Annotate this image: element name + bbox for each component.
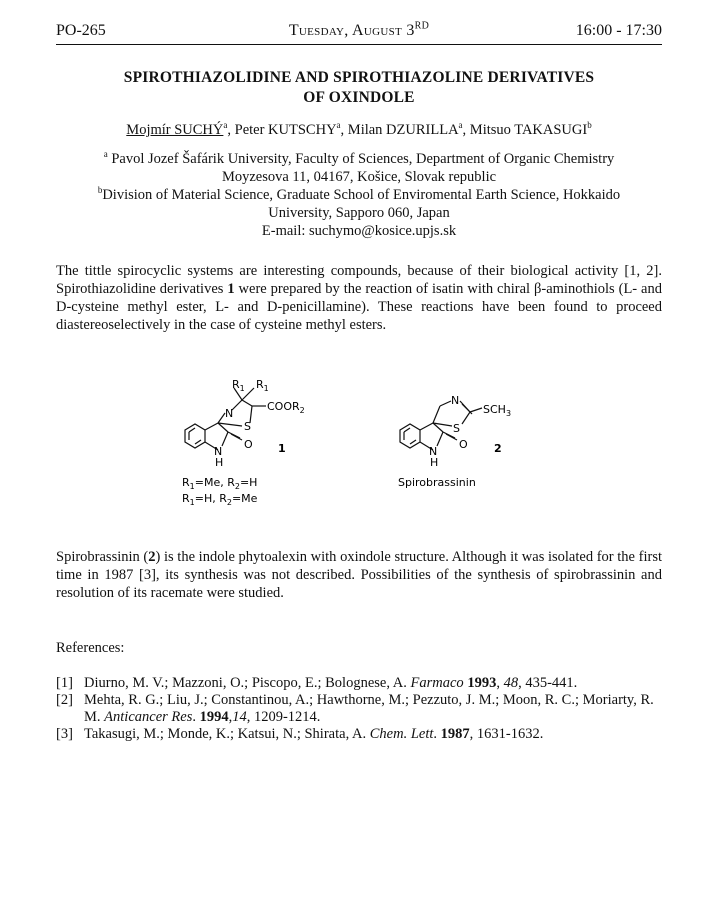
bond xyxy=(218,413,225,423)
reference-authors: Takasugi, M.; Monde, K.; Katsui, N.; Shirata, A. xyxy=(84,726,370,742)
aromatic-bond xyxy=(410,440,416,444)
benzene-ring-2 xyxy=(400,424,420,448)
author-aff: b xyxy=(587,120,592,131)
intro-paragraph xyxy=(56,262,662,334)
condition-line-2: $R_1=H$, $R_2=Me$ xyxy=(182,492,258,507)
intro-text-b: were prepared by the reaction of isatin with chiral β-aminothiols (L- and D-cysteine methyl ester, L- and D-penicillamine). These reactions have been found to proceed diastereoselectively in the case of cysteine methyl esters. xyxy=(56,281,662,333)
affiliation-b-line1: Division of Material Science, Graduate School of Enviromental Earth Science, Hokkaido xyxy=(102,187,621,203)
author-sep: , xyxy=(340,122,348,138)
reference-pages: , 1209-1214. xyxy=(246,709,321,725)
affiliation-a-line1: Pavol Jozef Šafárik University, Faculty of Sciences, Department of Organic Chemistry xyxy=(107,151,615,167)
title-line-1: SPIROTHIAZOLIDINE AND SPIROTHIAZOLINE DERIVATIVES xyxy=(123,69,595,86)
carbonyl-bond xyxy=(231,434,242,440)
author-name: Peter KUTSCHY xyxy=(234,122,337,138)
compound-2-number: 2 xyxy=(494,442,502,455)
oxygen-label-2: O xyxy=(459,438,468,451)
thiazoline-nitrogen-label: N xyxy=(451,394,460,407)
affiliation-a-line2: Moyzesova 11, 04167, Košice, Slovak republic xyxy=(221,169,497,185)
spirobrassinin-paragraph xyxy=(56,548,662,602)
r1-left-label: $R_1$ xyxy=(232,378,245,393)
poster-code: PO-265 xyxy=(56,22,106,39)
intro-text-a: The tittle spirocyclic systems are interesting compounds, because of their biological activity [1, 2]. Spirothiazolidine derivatives xyxy=(56,263,662,297)
title-line-2: OF OXINDOLE xyxy=(303,89,415,106)
header-rule xyxy=(56,44,662,45)
reference-number: [1] xyxy=(56,675,73,691)
nh-label: N xyxy=(214,445,223,458)
reference-authors: Mehta, R. G.; Liu, J.; Constantinou, A.; Hawthorne, M.; Pezzuto, J. M.; Moon, R. C.; Moriarty, R. M. xyxy=(84,692,654,725)
reference-journal: Anticancer Res xyxy=(104,709,193,725)
author-name: Mitsuo TAKASUGI xyxy=(469,122,588,138)
ester-label: $COOR_2$ xyxy=(267,400,305,415)
author-aff: a xyxy=(336,120,341,131)
bond xyxy=(205,423,218,430)
bond xyxy=(440,401,451,406)
author-sep: , xyxy=(227,122,235,138)
reference-item xyxy=(56,692,662,726)
reference-number: [3] xyxy=(56,726,73,742)
aromatic-bond xyxy=(189,428,195,432)
reference-number: [2] xyxy=(56,692,73,708)
reference-year: 1993 xyxy=(467,675,497,691)
benzene-ring-1 xyxy=(185,424,205,448)
reference-year: 1987 xyxy=(440,726,470,742)
aromatic-bond xyxy=(195,440,201,444)
reference-volume: 14 xyxy=(232,709,247,725)
bond xyxy=(420,423,433,430)
reference-text: Mehta, R. G.; Liu, J.; Constantinou, A.; Hawthorne, M.; Pezzuto, J. M.; Moon, R. C.; Moriarty, R. M. Anticancer Res. 1994,14, 1209-1214. xyxy=(84,692,654,725)
condition-line-1: $R_1=Me$, $R_2=H$ xyxy=(182,476,258,491)
compound-ref-2: 2 xyxy=(148,549,156,565)
session-date xyxy=(56,22,662,40)
bond xyxy=(232,400,242,410)
bond xyxy=(433,406,440,423)
para2-text-b: ) is the indole phytoalexin with oxindole structure. Although it was isolated for the first time in 1987 [3], its synthesis was not described. Possibilities of the synthesis of spirobrassinin and resolution of its racemate were studied. xyxy=(56,549,662,601)
reaction-scheme xyxy=(170,368,520,518)
reference-item xyxy=(56,726,662,743)
spirobrassinin-label: Spirobrassinin xyxy=(398,476,476,489)
bond xyxy=(470,408,482,412)
contact-email[interactable]: E-mail: suchymo@kosice.upjs.sk xyxy=(261,223,457,239)
reference-text: Diurno, M. V.; Mazzoni, O.; Piscopo, E.; Bolognese, A. Farmaco 1993, 48, 435-441. xyxy=(84,675,578,691)
nitrogen-label: N xyxy=(225,407,234,420)
nh-label-2: N xyxy=(429,445,438,458)
reference-journal: Farmaco xyxy=(410,675,464,691)
double-bond xyxy=(462,404,472,414)
date-suffix: RD xyxy=(414,20,430,32)
para2-text-a: Spirobrassinin ( xyxy=(56,549,149,565)
bond xyxy=(462,412,470,424)
author-sep: , xyxy=(462,122,470,138)
bond xyxy=(242,400,252,406)
oxygen-label: O xyxy=(244,438,253,451)
compound-1-number: 1 xyxy=(278,442,286,455)
reference-pages: , 435-441. xyxy=(518,675,578,691)
session-date-text: Tuesday, August 3 xyxy=(288,22,415,39)
aromatic-bond xyxy=(404,428,410,432)
affiliation-a-mark: a xyxy=(103,149,108,160)
compound-ref-1: 1 xyxy=(227,281,235,297)
page-header xyxy=(56,22,662,44)
reference-authors: Diurno, M. V.; Mazzoni, O.; Piscopo, E.; Bolognese, A. xyxy=(84,675,411,691)
references-heading: References: xyxy=(56,640,125,656)
affiliation-b-mark: b xyxy=(97,185,103,196)
reference-text: Takasugi, M.; Monde, K.; Katsui, N.; Shirata, A. Chem. Lett. 1987, 1631-1632. xyxy=(84,726,544,742)
sulfur-label: S xyxy=(244,420,251,433)
author-name: Milan DZURILLA xyxy=(347,122,459,138)
thiazoline-sulfur-label: S xyxy=(453,422,460,435)
bond xyxy=(437,432,443,446)
author-name: Mojmír SUCHÝ xyxy=(126,122,224,138)
reference-item xyxy=(56,675,662,692)
reference-year: 1994 xyxy=(199,709,229,725)
bond xyxy=(222,432,228,446)
author-aff: a xyxy=(223,120,228,131)
compound-2-structure xyxy=(400,401,482,450)
reference-volume: 48 xyxy=(503,675,519,691)
r1-right-label: $R_1$ xyxy=(256,378,269,393)
h-label-2: H xyxy=(430,456,439,469)
author-aff: a xyxy=(458,120,463,131)
reference-pages: , 1631-1632. xyxy=(469,726,544,742)
sch3-label: $SCH_3$ xyxy=(483,403,512,418)
session-time: 16:00 - 17:30 xyxy=(575,22,662,39)
h-label: H xyxy=(215,456,224,469)
affiliation-a xyxy=(56,150,662,186)
author-list xyxy=(56,122,662,139)
reference-journal: Chem. Lett xyxy=(369,726,434,742)
affiliation-b-line2: University, Sapporo 060, Japan xyxy=(268,205,450,221)
affiliation-b xyxy=(56,186,662,222)
